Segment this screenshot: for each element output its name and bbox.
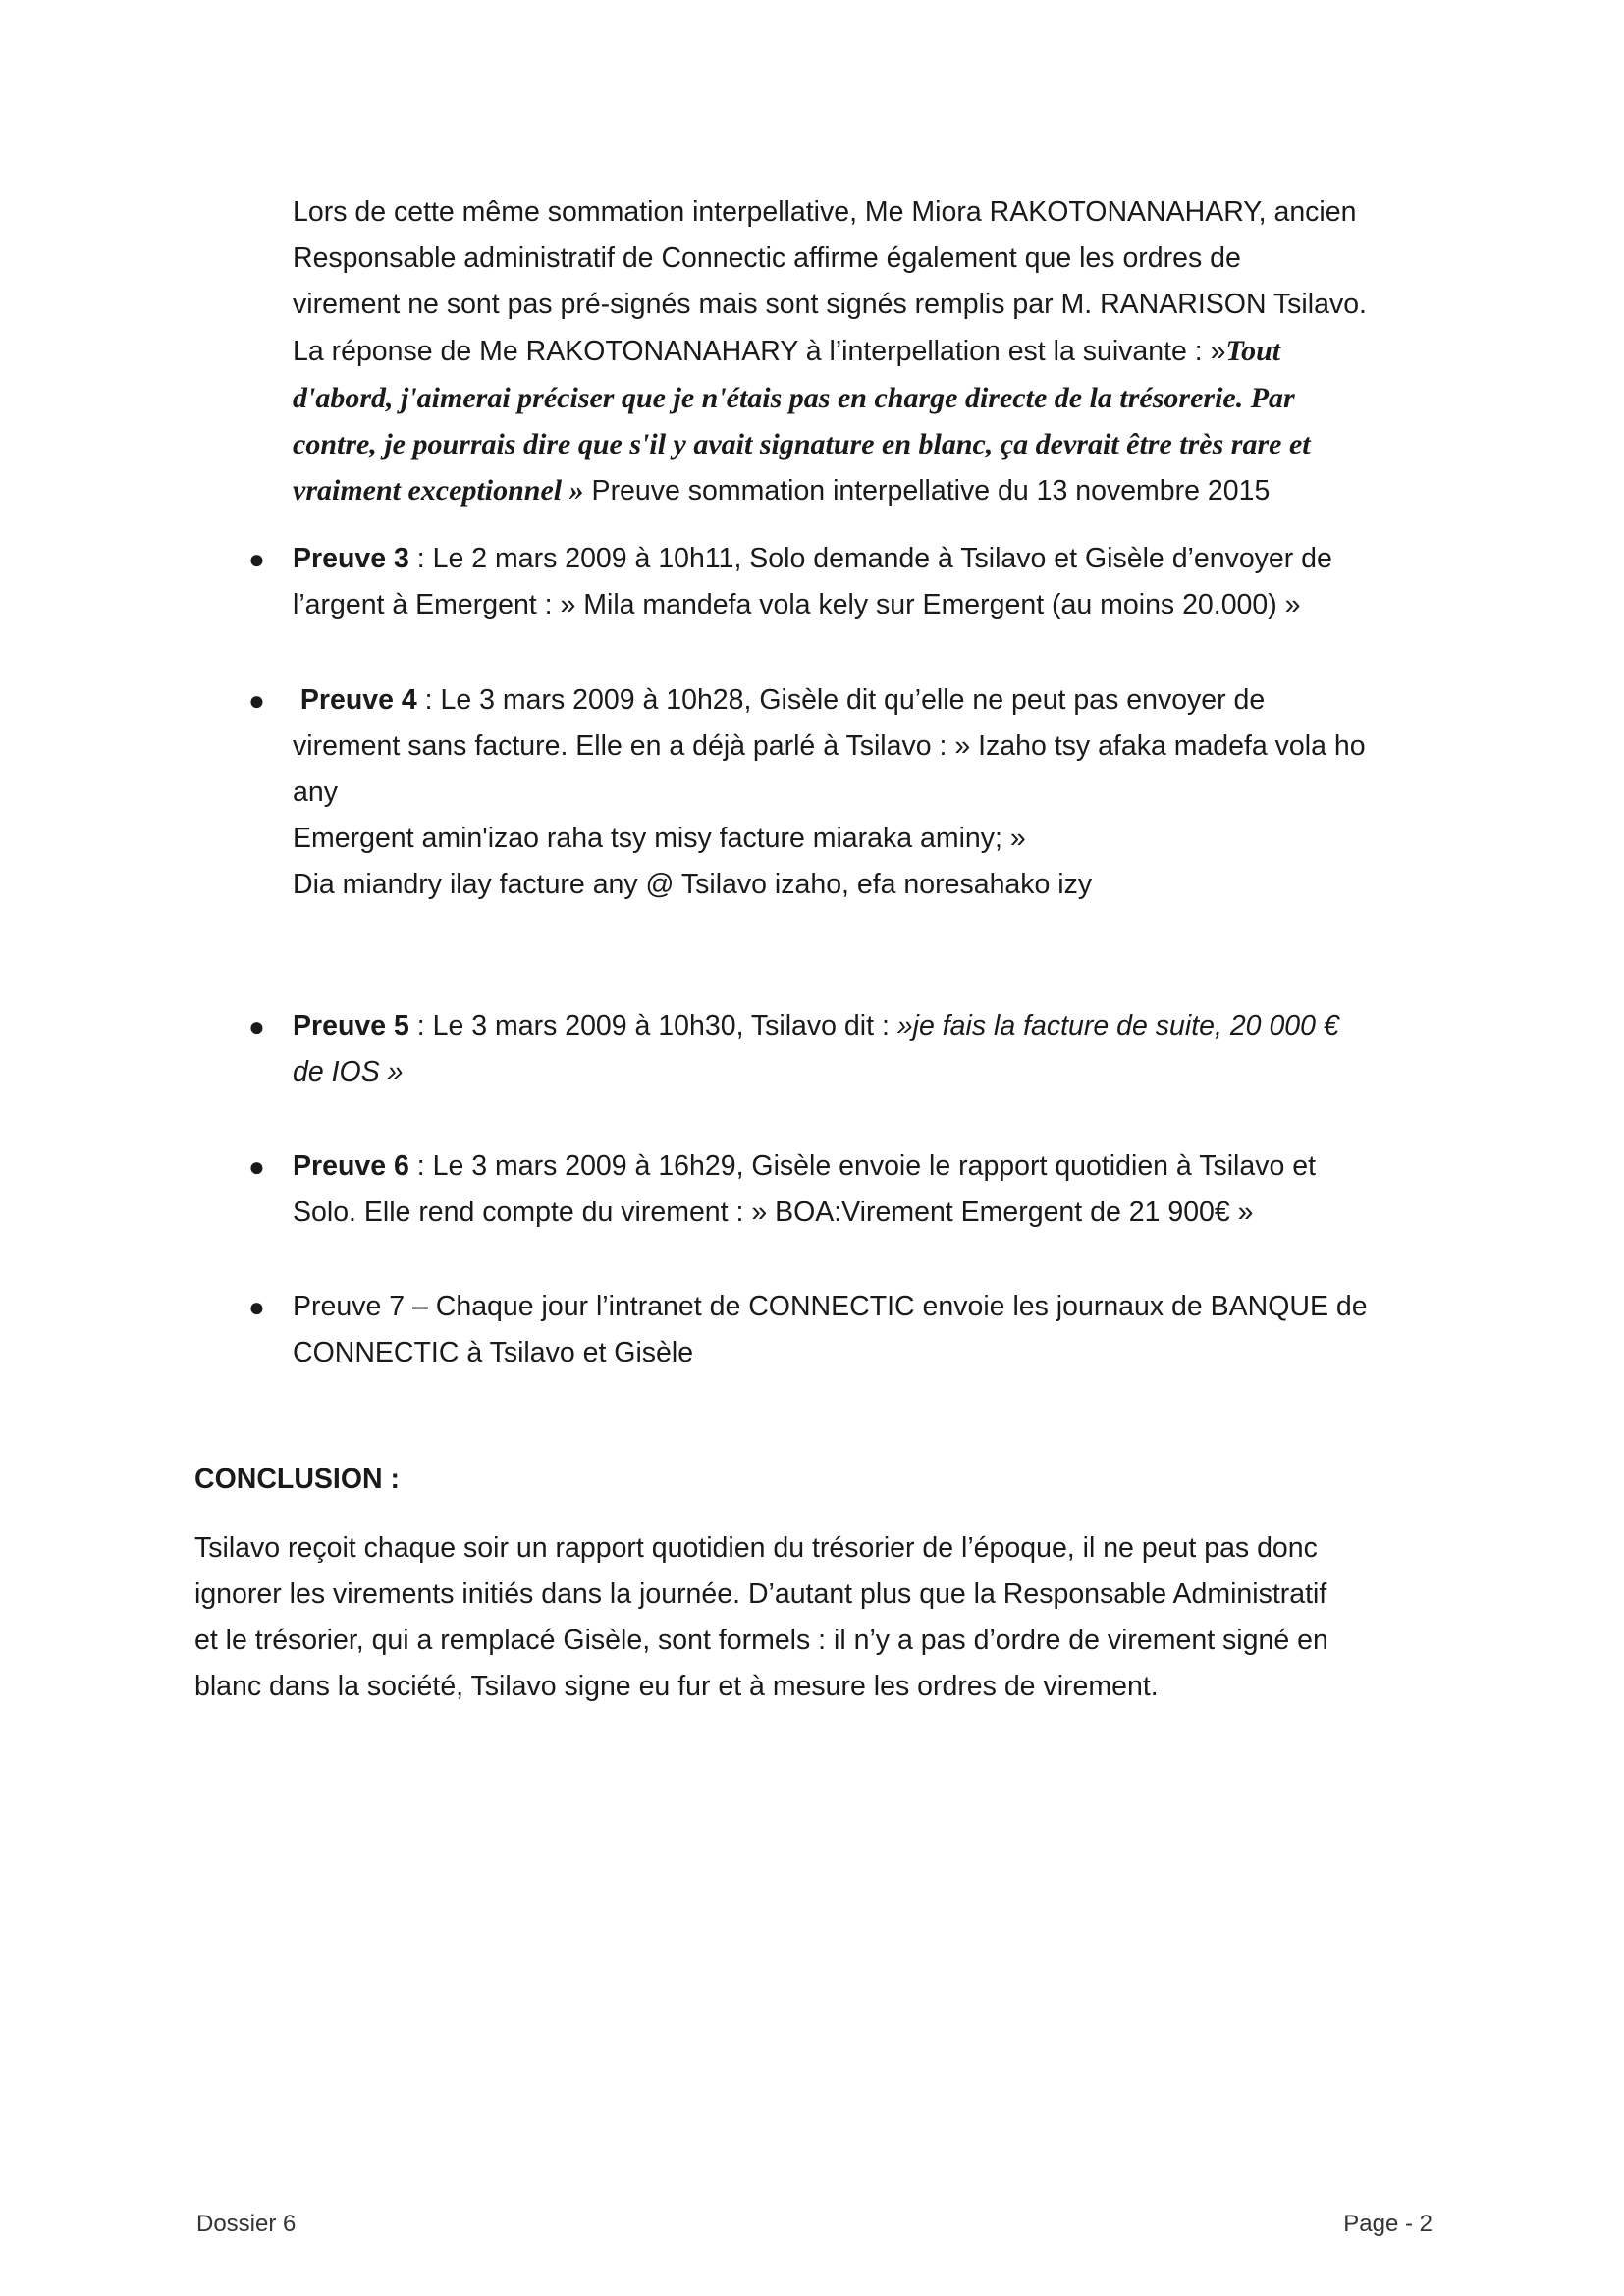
list-item-preuve-5 xyxy=(248,1003,1451,1095)
footer-page-number: Page - 2 xyxy=(1343,2211,1433,2237)
intro-prefix: La réponse de Me RAKOTONANAHARY à l’interpellation est la suivante : » xyxy=(293,336,1226,367)
quote-start: Tout xyxy=(1225,335,1281,367)
intro-paragraph xyxy=(293,189,1451,514)
bullet-icon: ● xyxy=(248,685,265,716)
conclusion-line: et le trésorier, qui a remplacé Gisèle, sont formels : il n’y a pas d’ordre de virement signé en xyxy=(194,1625,1328,1656)
preuve-text: : Le 3 mars 2009 à 10h28, Gisèle dit qu’elle ne peut pas envoyer de xyxy=(416,684,1266,716)
bullet-icon: ● xyxy=(248,1292,265,1322)
conclusion-line: Tsilavo reçoit chaque soir un rapport quotidien du trésorier de l’époque, il ne peut pas donc xyxy=(194,1532,1318,1564)
conclusion-line: ignorer les virements initiés dans la journée. D’autant plus que la Responsable Administratif xyxy=(194,1578,1327,1610)
preuve-text: : Le 2 mars 2009 à 10h11, Solo demande à Tsilavo et Gisèle d’envoyer de xyxy=(408,543,1332,574)
bullet-icon: ● xyxy=(248,1011,265,1041)
preuve-label: Preuve 4 xyxy=(299,684,417,716)
intro-line: virement ne sont pas pré-signés mais sont signés remplis par M. RANARISON Tsilavo. xyxy=(293,289,1367,320)
preuve-label: Preuve 6 xyxy=(293,1150,409,1182)
intro-line: Responsable administratif de Connectic affirme également que les ordres de xyxy=(293,242,1241,274)
list-item-preuve-4 xyxy=(248,677,1451,908)
preuve-quote: »je fais la facture de suite, 20 000 € xyxy=(896,1010,1339,1041)
conclusion-heading: CONCLUSION : xyxy=(194,1464,400,1495)
quote-line: contre, je pourrais dire que s'il y avait signature en blanc, ça devrait être très rare et xyxy=(293,428,1311,460)
intro-line-4 xyxy=(293,328,1451,375)
quote-end: vraiment exceptionnel » xyxy=(293,474,584,507)
footer-dossier-label: Dossier 6 xyxy=(196,2211,297,2237)
quote-line: d'abord, j'aimerai préciser que je n'étais pas en charge directe de la trésorerie. Par xyxy=(293,382,1295,414)
preuve-text: l’argent à Emergent : » Mila mandefa vola kely sur Emergent (au moins 20.000) » xyxy=(293,589,1301,620)
intro-line: Lors de cette même sommation interpellative, Me Miora RAKOTONANAHARY, ancien xyxy=(293,196,1357,228)
preuve-quote: de IOS » xyxy=(293,1056,404,1088)
preuve-text: Emergent amin'izao raha tsy misy facture miaraka aminy; » xyxy=(293,823,1026,854)
intro-line-8 xyxy=(293,467,1451,514)
preuve-text: virement sans facture. Elle en a déjà parlé à Tsilavo : » Izaho tsy afaka madefa vola ho xyxy=(293,730,1366,762)
intro-suffix: Preuve sommation interpellative du 13 novembre 2015 xyxy=(583,475,1271,507)
preuve-text: Solo. Elle rend compte du virement : » BOA:Virement Emergent de 21 900€ » xyxy=(293,1197,1254,1228)
preuve-label: Preuve 5 xyxy=(293,1010,409,1041)
preuve-text: CONNECTIC à Tsilavo et Gisèle xyxy=(293,1337,694,1368)
preuve-label: Preuve 3 xyxy=(293,543,409,574)
preuve-text: : Le 3 mars 2009 à 16h29, Gisèle envoie le rapport quotidien à Tsilavo et xyxy=(408,1150,1316,1182)
list-item-preuve-3 xyxy=(248,536,1451,628)
preuve-text: Dia miandry ilay facture any @ Tsilavo izaho, efa noresahako izy xyxy=(293,869,1093,900)
bullet-icon: ● xyxy=(248,1151,265,1182)
conclusion-paragraph xyxy=(194,1525,1461,1710)
list-item-preuve-7 xyxy=(248,1284,1451,1376)
preuve-text: Preuve 7 – Chaque jour l’intranet de CONNECTIC envoie les journaux de BANQUE de xyxy=(293,1291,1368,1322)
conclusion-line: blanc dans la société, Tsilavo signe eu fur et à mesure les ordres de virement. xyxy=(194,1671,1159,1702)
preuve-text: : Le 3 mars 2009 à 10h30, Tsilavo dit : xyxy=(408,1010,897,1041)
list-item-preuve-6 xyxy=(248,1144,1451,1236)
bullet-icon: ● xyxy=(248,544,265,574)
preuve-text: any xyxy=(293,776,338,808)
